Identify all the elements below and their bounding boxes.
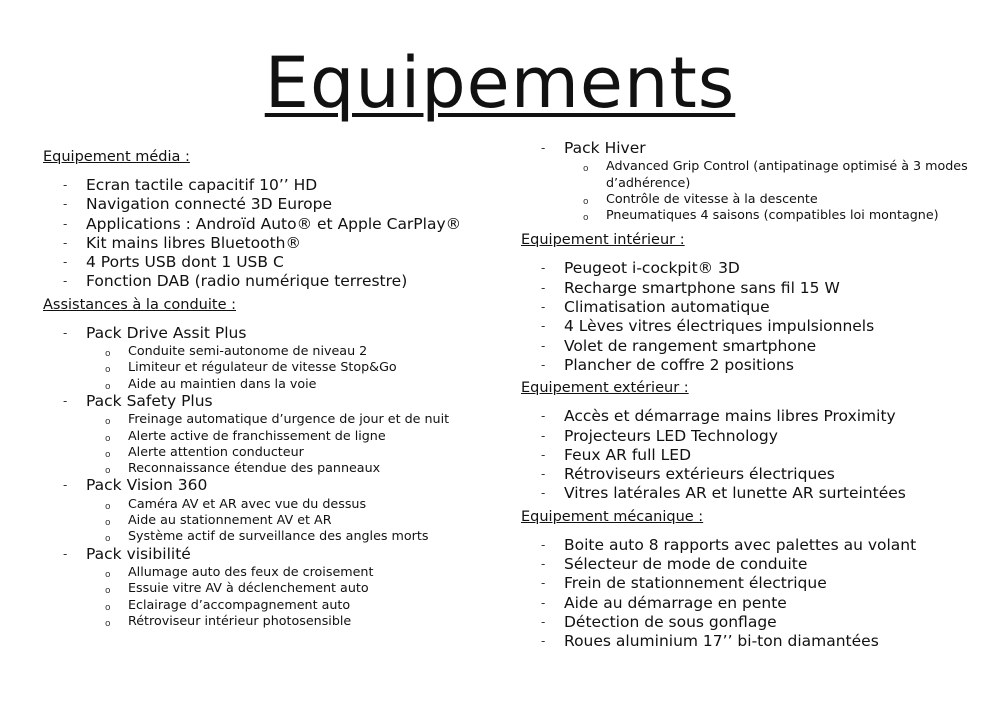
sub-list-container bbox=[43, 343, 493, 392]
dash-marker: - bbox=[541, 595, 546, 610]
sub-list-container bbox=[521, 158, 991, 223]
list-item bbox=[43, 215, 493, 234]
dash-marker: - bbox=[541, 614, 546, 629]
pack-hiver-list bbox=[521, 139, 991, 223]
list-item bbox=[521, 465, 991, 484]
list-item bbox=[43, 324, 493, 343]
bullet-marker: o bbox=[105, 417, 111, 428]
bullet-marker: o bbox=[105, 501, 111, 512]
sub-list bbox=[43, 343, 493, 392]
dash-marker: - bbox=[541, 634, 546, 649]
item-label: Accès et démarrage mains libres Proximity bbox=[564, 407, 896, 426]
dash-marker: - bbox=[541, 280, 546, 295]
bullet-marker: o bbox=[105, 586, 111, 597]
section bbox=[521, 231, 991, 375]
dash-marker: - bbox=[541, 261, 546, 276]
item-list bbox=[43, 176, 493, 292]
dash-marker: - bbox=[541, 486, 546, 501]
item-label: Sélecteur de mode de conduite bbox=[564, 555, 808, 574]
section-heading: Equipement intérieur : bbox=[521, 232, 685, 249]
sub-item-label: Advanced Grip Control (antipatinage optimisé à 3 modes d’adhérence) bbox=[606, 158, 968, 190]
bullet-marker: o bbox=[105, 569, 111, 580]
sub-list-item bbox=[43, 528, 493, 544]
page-title bbox=[0, 44, 1000, 122]
dash-marker: - bbox=[63, 546, 68, 561]
dash-marker: - bbox=[63, 197, 68, 212]
list-item bbox=[43, 176, 493, 195]
section-heading: Equipement mécanique : bbox=[521, 508, 704, 525]
dash-marker: - bbox=[541, 557, 546, 572]
sub-item-label: Contrôle de vitesse à la descente bbox=[606, 190, 818, 206]
item-label: 4 Ports USB dont 1 USB C bbox=[86, 253, 284, 272]
sub-list-item bbox=[43, 597, 493, 613]
dash-marker: - bbox=[541, 467, 546, 482]
list-item bbox=[43, 545, 493, 564]
sub-item-label: Limiteur et régulateur de vitesse Stop&Go bbox=[128, 359, 397, 375]
sub-list-container bbox=[43, 411, 493, 476]
item-list bbox=[521, 259, 991, 375]
dash-marker: - bbox=[541, 141, 546, 155]
item-list bbox=[43, 324, 493, 629]
dash-marker: - bbox=[541, 447, 546, 462]
sub-list-item bbox=[43, 376, 493, 392]
list-item-pack-hiver bbox=[521, 139, 991, 158]
sub-list-item bbox=[43, 428, 493, 444]
bullet-marker: o bbox=[583, 164, 589, 175]
dash-marker: - bbox=[541, 357, 546, 372]
sub-list-item bbox=[43, 343, 493, 359]
sub-list bbox=[43, 411, 493, 476]
dash-marker: - bbox=[63, 235, 68, 250]
item-label: Pack Hiver bbox=[564, 139, 646, 157]
list-item bbox=[521, 536, 991, 555]
sub-item-label: Freinage automatique d’urgence de jour et de nuit bbox=[128, 411, 450, 427]
list-item bbox=[43, 234, 493, 253]
sub-list-item bbox=[521, 191, 991, 207]
sub-list bbox=[43, 564, 493, 629]
page-title-text: Equipements bbox=[264, 42, 736, 124]
item-list bbox=[521, 536, 991, 652]
sub-list-item bbox=[521, 207, 991, 223]
sub-item-label: Rétroviseur intérieur photosensible bbox=[128, 612, 352, 628]
sub-list-container bbox=[43, 496, 493, 545]
sub-list-item bbox=[43, 359, 493, 375]
item-label: Boite auto 8 rapports avec palettes au volant bbox=[564, 535, 917, 554]
section-heading: Assistances à la conduite : bbox=[43, 296, 237, 313]
item-label: Ecran tactile capacitif 10’’ HD bbox=[86, 176, 318, 194]
sub-item-label: Alerte active de franchissement de ligne bbox=[128, 427, 386, 443]
list-item bbox=[521, 555, 991, 574]
bullet-marker: o bbox=[105, 449, 111, 460]
item-label: Plancher de coffre 2 positions bbox=[564, 355, 794, 374]
item-label: Climatisation automatique bbox=[564, 298, 770, 317]
list-item bbox=[521, 427, 991, 446]
sub-item-label: Essuie vitre AV à déclenchement auto bbox=[128, 580, 369, 596]
sub-list bbox=[43, 496, 493, 545]
item-label: Recharge smartphone sans fil 15 W bbox=[564, 278, 840, 297]
sub-item-label: Eclairage d’accompagnement auto bbox=[128, 596, 351, 612]
sub-item-label: Alerte attention conducteur bbox=[128, 443, 304, 459]
item-label: Rétroviseurs extérieurs électriques bbox=[564, 465, 835, 484]
list-item bbox=[521, 407, 991, 426]
dash-marker: - bbox=[541, 300, 546, 315]
list-item bbox=[43, 476, 493, 495]
sub-item-label: Reconnaissance étendue des panneaux bbox=[128, 460, 381, 476]
list-item bbox=[521, 613, 991, 632]
sub-list-item bbox=[43, 444, 493, 460]
sub-list bbox=[521, 158, 991, 223]
sub-item-label: Caméra AV et AR avec vue du dessus bbox=[128, 495, 367, 511]
list-item bbox=[521, 446, 991, 465]
bullet-marker: o bbox=[583, 213, 589, 224]
section bbox=[43, 296, 493, 629]
list-item bbox=[521, 279, 991, 298]
dash-marker: - bbox=[63, 393, 68, 408]
sub-list-container bbox=[43, 564, 493, 629]
item-label: Volet de rangement smartphone bbox=[564, 336, 817, 355]
item-label: Navigation connecté 3D Europe bbox=[86, 195, 333, 214]
dash-marker: - bbox=[63, 274, 68, 289]
dash-marker: - bbox=[63, 255, 68, 270]
dash-marker: - bbox=[63, 478, 68, 493]
right-column bbox=[521, 139, 991, 656]
item-label: Feux AR full LED bbox=[564, 445, 692, 464]
sub-list-item bbox=[43, 411, 493, 427]
sub-list-item bbox=[43, 564, 493, 580]
list-item bbox=[43, 272, 493, 291]
item-label: Peugeot i-cockpit® 3D bbox=[564, 259, 740, 278]
bullet-marker: o bbox=[583, 196, 589, 207]
dash-marker: - bbox=[541, 338, 546, 353]
item-label: Kit mains libres Bluetooth® bbox=[86, 233, 301, 252]
dash-marker: - bbox=[541, 428, 546, 443]
sub-item-label: Conduite semi-autonome de niveau 2 bbox=[128, 343, 368, 359]
dash-marker: - bbox=[541, 576, 546, 591]
list-item bbox=[521, 356, 991, 375]
sub-list-item bbox=[43, 460, 493, 476]
item-label: 4 Lèves vitres électriques impulsionnels bbox=[564, 317, 875, 336]
dash-marker: - bbox=[541, 409, 546, 424]
sub-list-item bbox=[521, 158, 991, 191]
item-label: Pack Drive Assit Plus bbox=[86, 323, 247, 342]
item-label: Pack visibilité bbox=[86, 544, 191, 563]
list-item bbox=[521, 317, 991, 336]
list-item bbox=[521, 337, 991, 356]
dash-marker: - bbox=[63, 178, 68, 192]
bullet-marker: o bbox=[105, 466, 111, 477]
section-heading: Equipement extérieur : bbox=[521, 380, 689, 397]
item-label: Roues aluminium 17’’ bi-ton diamantées bbox=[564, 632, 879, 651]
section bbox=[43, 148, 493, 292]
sub-list-item bbox=[43, 512, 493, 528]
list-item bbox=[521, 259, 991, 278]
list-item bbox=[521, 632, 991, 651]
item-label: Vitres latérales AR et lunette AR surteintées bbox=[564, 484, 906, 503]
section bbox=[521, 379, 991, 503]
dash-marker: - bbox=[63, 216, 68, 231]
section-heading: Equipement média : bbox=[43, 149, 190, 165]
item-label: Applications : Androïd Auto® et Apple CarPlay® bbox=[86, 214, 462, 233]
right-sections bbox=[521, 231, 991, 651]
list-item bbox=[521, 298, 991, 317]
item-label: Détection de sous gonflage bbox=[564, 612, 777, 631]
item-list bbox=[521, 407, 991, 503]
bullet-marker: o bbox=[105, 534, 111, 545]
sub-item-label: Pneumatiques 4 saisons (compatibles loi montagne) bbox=[606, 207, 939, 223]
list-item bbox=[43, 195, 493, 214]
item-label: Aide au démarrage en pente bbox=[564, 593, 787, 612]
sub-list-item bbox=[43, 613, 493, 629]
bullet-marker: o bbox=[105, 602, 111, 613]
bullet-marker: o bbox=[105, 433, 111, 444]
list-item bbox=[43, 253, 493, 272]
bullet-marker: o bbox=[105, 618, 111, 629]
bullet-marker: o bbox=[105, 518, 111, 529]
dash-marker: - bbox=[63, 325, 68, 340]
dash-marker: - bbox=[541, 537, 546, 552]
section bbox=[521, 508, 991, 652]
item-label: Projecteurs LED Technology bbox=[564, 426, 778, 445]
list-item bbox=[521, 484, 991, 503]
item-label: Frein de stationnement électrique bbox=[564, 574, 827, 593]
sub-item-label: Allumage auto des feux de croisement bbox=[128, 563, 374, 579]
list-item bbox=[521, 574, 991, 593]
bullet-marker: o bbox=[105, 365, 111, 376]
item-label: Pack Vision 360 bbox=[86, 476, 208, 495]
item-label: Pack Safety Plus bbox=[86, 391, 213, 410]
list-item bbox=[43, 392, 493, 411]
bullet-marker: o bbox=[105, 349, 111, 360]
bullet-marker: o bbox=[105, 381, 111, 392]
sub-item-label: Système actif de surveillance des angles morts bbox=[128, 528, 429, 544]
dash-marker: - bbox=[541, 319, 546, 334]
sub-list-item bbox=[43, 580, 493, 596]
left-column bbox=[43, 148, 493, 633]
sub-list-item bbox=[43, 496, 493, 512]
sub-item-label: Aide au stationnement AV et AR bbox=[128, 512, 332, 528]
item-label: Fonction DAB (radio numérique terrestre) bbox=[86, 272, 408, 291]
list-item bbox=[521, 594, 991, 613]
sub-item-label: Aide au maintien dans la voie bbox=[128, 375, 317, 391]
